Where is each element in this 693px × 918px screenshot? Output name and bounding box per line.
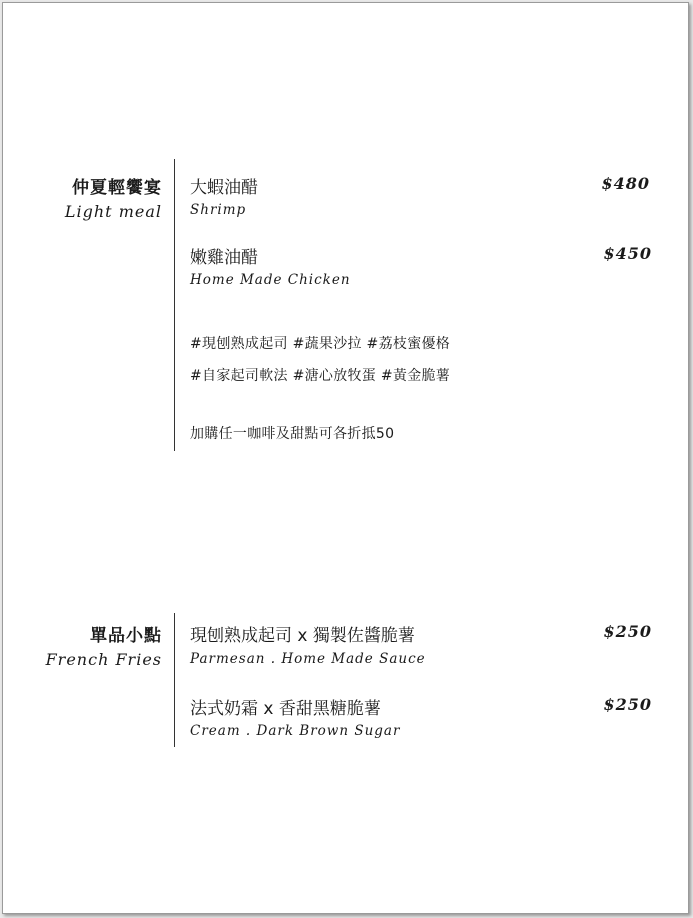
section-divider — [174, 613, 175, 747]
menu-item-price: $250 — [603, 695, 652, 714]
menu-note: #自家起司軟法 #溏心放牧蛋 #黃金脆薯 — [190, 368, 451, 384]
menu-item-name-en: Shrimp — [190, 202, 247, 218]
menu-item-name-en: Home Made Chicken — [190, 272, 351, 288]
section-title-en: French Fries — [45, 650, 162, 669]
menu-item-name-en: Parmesan . Home Made Sauce — [190, 651, 426, 667]
menu-item-name-en: Cream . Dark Brown Sugar — [190, 723, 401, 739]
menu-item-name-zh: 大蝦油醋 — [190, 178, 258, 198]
menu-item-price: $450 — [603, 244, 652, 263]
menu-item-name-zh: 現刨熟成起司 x 獨製佐醬脆薯 — [190, 626, 415, 646]
menu-note: #現刨熟成起司 #蔬果沙拉 #荔枝蜜優格 — [190, 336, 451, 352]
section-title-zh: 單品小點 — [90, 626, 162, 646]
menu-page — [2, 2, 689, 914]
menu-item-price: $480 — [601, 174, 650, 193]
menu-note: 加購任一咖啡及甜點可各折抵50 — [190, 426, 395, 442]
menu-item-name-zh: 嫩雞油醋 — [190, 248, 258, 268]
menu-item-price: $250 — [603, 622, 652, 641]
menu-item-name-zh: 法式奶霜 x 香甜黑糖脆薯 — [190, 699, 381, 719]
section-title-en: Light meal — [64, 202, 162, 221]
section-title-zh: 仲夏輕饗宴 — [72, 178, 162, 198]
section-divider — [174, 159, 175, 451]
